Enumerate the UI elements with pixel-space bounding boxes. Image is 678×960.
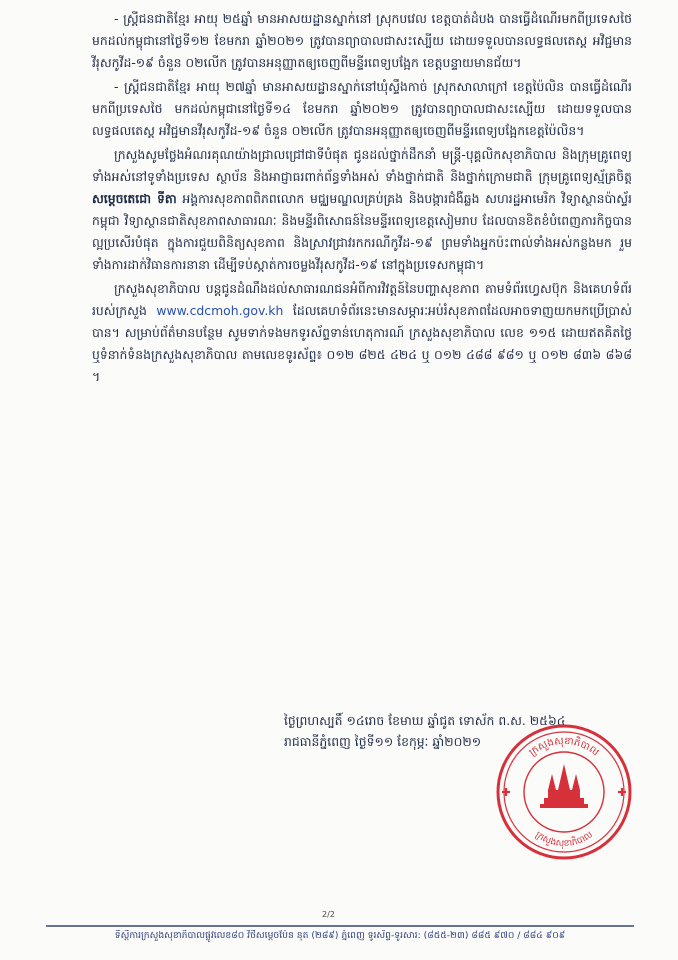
contact-text-1: ក្រសួងសុខាភិបាល បន្តជូនដំណឹងដល់សាធារណជនអំពីការវិវត្តន៍នៃបញ្ហាសុខភាព តាមទំព័រហ្វេសប៊ុក និងគេហទំព័ររបស់ក្រសួង [92, 281, 632, 318]
ministry-seal [492, 720, 636, 864]
paragraph-case-1: - ស្ត្រីជនជាតិខ្មែរ អាយុ ២៥ឆ្នាំ មានអាសយដ្ឋានស្នាក់នៅ ស្រុកបវេល ខេត្តបាត់ដំបង បានធ្វើដំណើរមកពីប្រទេសថៃ មកដល់កម្ពុជានៅថ្ងៃទី១២ ខែមករា ឆ្នាំ២០២១ ត្រូវបានព្យាបាលជាសះស្បើយ ដោយទទួលបានលទ្ធផលតេស្ត អវិជ្ជមានវីរុសកូវីដ-១៩ ចំនួន ០២លើក ត្រូវបានអនុញ្ញាតឲ្យចេញពីមន្ទីរពេទ្យបង្អែក ខេត្តបន្ទាយមានជ័យ។ [92, 11, 632, 70]
body-text [92, 8, 632, 390]
seal-top-text: ក្រសួងសុខាភិបាល [527, 735, 601, 759]
thanks-bold-name: សម្តេចតេជោ ទីតា [92, 191, 177, 206]
paragraph-contact [92, 278, 632, 388]
thanks-text-2: អង្គការសុខភាពពិភពលោក មជ្ឈមណ្ឌលគ្រប់គ្រង និងបង្ការជំងឺឆ្លង សហរដ្ឋអាមេរិក វិទ្យាស្ថានប៉ាស្ទ័រកម្ពុជា វិទ្យាស្ថានជាតិសុខភាពសាធារណៈ និងមន្ទីរពិសោធន៍នៃមន្ទីរពេទ្យខេត្តសៀមរាប ដែលបានខិតខំបំពេញភារកិច្ចបានល្អប្រសើរបំផុត ក្នុងការជួយពិនិត្យសុខភាព និងស្រាវជ្រាវរកករណីកូវីដ-១៩ ព្រមទាំងអ្នកប៉ះពាល់ទាំងអស់កន្លងមក រួមទាំងការដាក់វិធានការនានា ដើម្បីទប់ស្កាត់ការចម្លងវីរុសកូវីដ-១៩ នៅក្នុងប្រទេសកម្ពុជា។ [92, 191, 632, 272]
footer-address: ទីស្តីការក្រសួងសុខាភិបាលផ្លូវលេខ៨០ វិថីសម្តេចប៉ែន នុត (២៨៩) ភ្នំពេញ ទូរស័ព្ទ-ទូរសារ: (៨៥៥-២៣) ៨៨៥ ៩៧០ / ៨៨៤ ៩០៩ [114, 930, 566, 941]
contact-text-2: ដែលគេហទំព័រនេះមានសម្ភារៈអប់រំសុខភាពដែលអាចទាញយកមកប្រើប្រាស់បាន។ សម្រាប់ព័ត៌មានបន្ថែម សូមទាក់ទងមកទូរស័ព្ទទាន់ហេតុការណ៍ ក្រសួងសុខាភិបាល លេខ ១១៥ ដោយឥតគិតថ្លៃ ឬទំនាក់ទំនងក្រសួងសុខាភិបាល តាមលេខទូរស័ព្ទ៖ ០១២ ៨២៥ ៤២៤ ឬ ០១២ ៤៨៨ ៩៨១ ឬ ០១២ ៨៣៦ ៨៦៨ ។ [92, 303, 632, 384]
paragraph-thanks [92, 144, 632, 276]
website-link[interactable]: www.cdcmoh.gov.kh [156, 303, 284, 318]
angkor-emblem-icon [540, 764, 588, 808]
page-number: 2/2 [322, 910, 335, 919]
thanks-text-1: ក្រសួងសូមថ្លែងអំណរគុណយ៉ាងជ្រាលជ្រៅជាទីបំផុត ជូនដល់ថ្នាក់ដឹកនាំ មន្ត្រី-បុគ្គលិកសុខាភិបាល និងក្រុមគ្រូពេទ្យទាំងអស់នៅទូទាំងប្រទេស ស្ថាប័ន និងអាជ្ញាធរពាក់ព័ន្ធទាំងអស់ ទាំងថ្នាក់ជាតិ និងថ្នាក់ក្រោមជាតិ ក្រុមគ្រូពេទ្យស្ម័គ្រចិត្ត [92, 147, 632, 184]
lunar-date: ថ្ងៃព្រហស្បតិ៍ ១៤រោច ខែមាឃ ឆ្នាំជូត ទោស័ក ព.ស. ២៥៦៤ [284, 713, 566, 728]
footer-divider [46, 925, 634, 927]
seal-bottom-text: ក្រសួងសុខាភិបាល [533, 830, 595, 850]
place-date: រាជធានីភ្នំពេញ ថ្ងៃទី១១ ខែកុម្ភៈ ឆ្នាំ២០២១ [284, 734, 482, 749]
paragraph-case-2: - ស្ត្រីជនជាតិខ្មែរ អាយុ ២៧ឆ្នាំ មានអាសយដ្ឋានស្នាក់នៅឃុំស្ទឹងកាច់ ស្រុកសាលាក្រៅ ខេត្តប៉ៃលិន បានធ្វើដំណើរមកពីប្រទេសថៃ មកដល់កម្ពុជានៅថ្ងៃទី១៤ ខែមករា ឆ្នាំ២០២១ ត្រូវបានព្យាបាលជាសះស្បើយ ដោយទទួលបានលទ្ធផលតេស្ត អវិជ្ជមានវីរុសកូវីដ-១៩ ចំនួន ០២លើក ត្រូវបានអនុញ្ញាតឲ្យចេញពីមន្ទីរពេទ្យបង្អែកខេត្តប៉ៃលិន។ [92, 79, 632, 138]
